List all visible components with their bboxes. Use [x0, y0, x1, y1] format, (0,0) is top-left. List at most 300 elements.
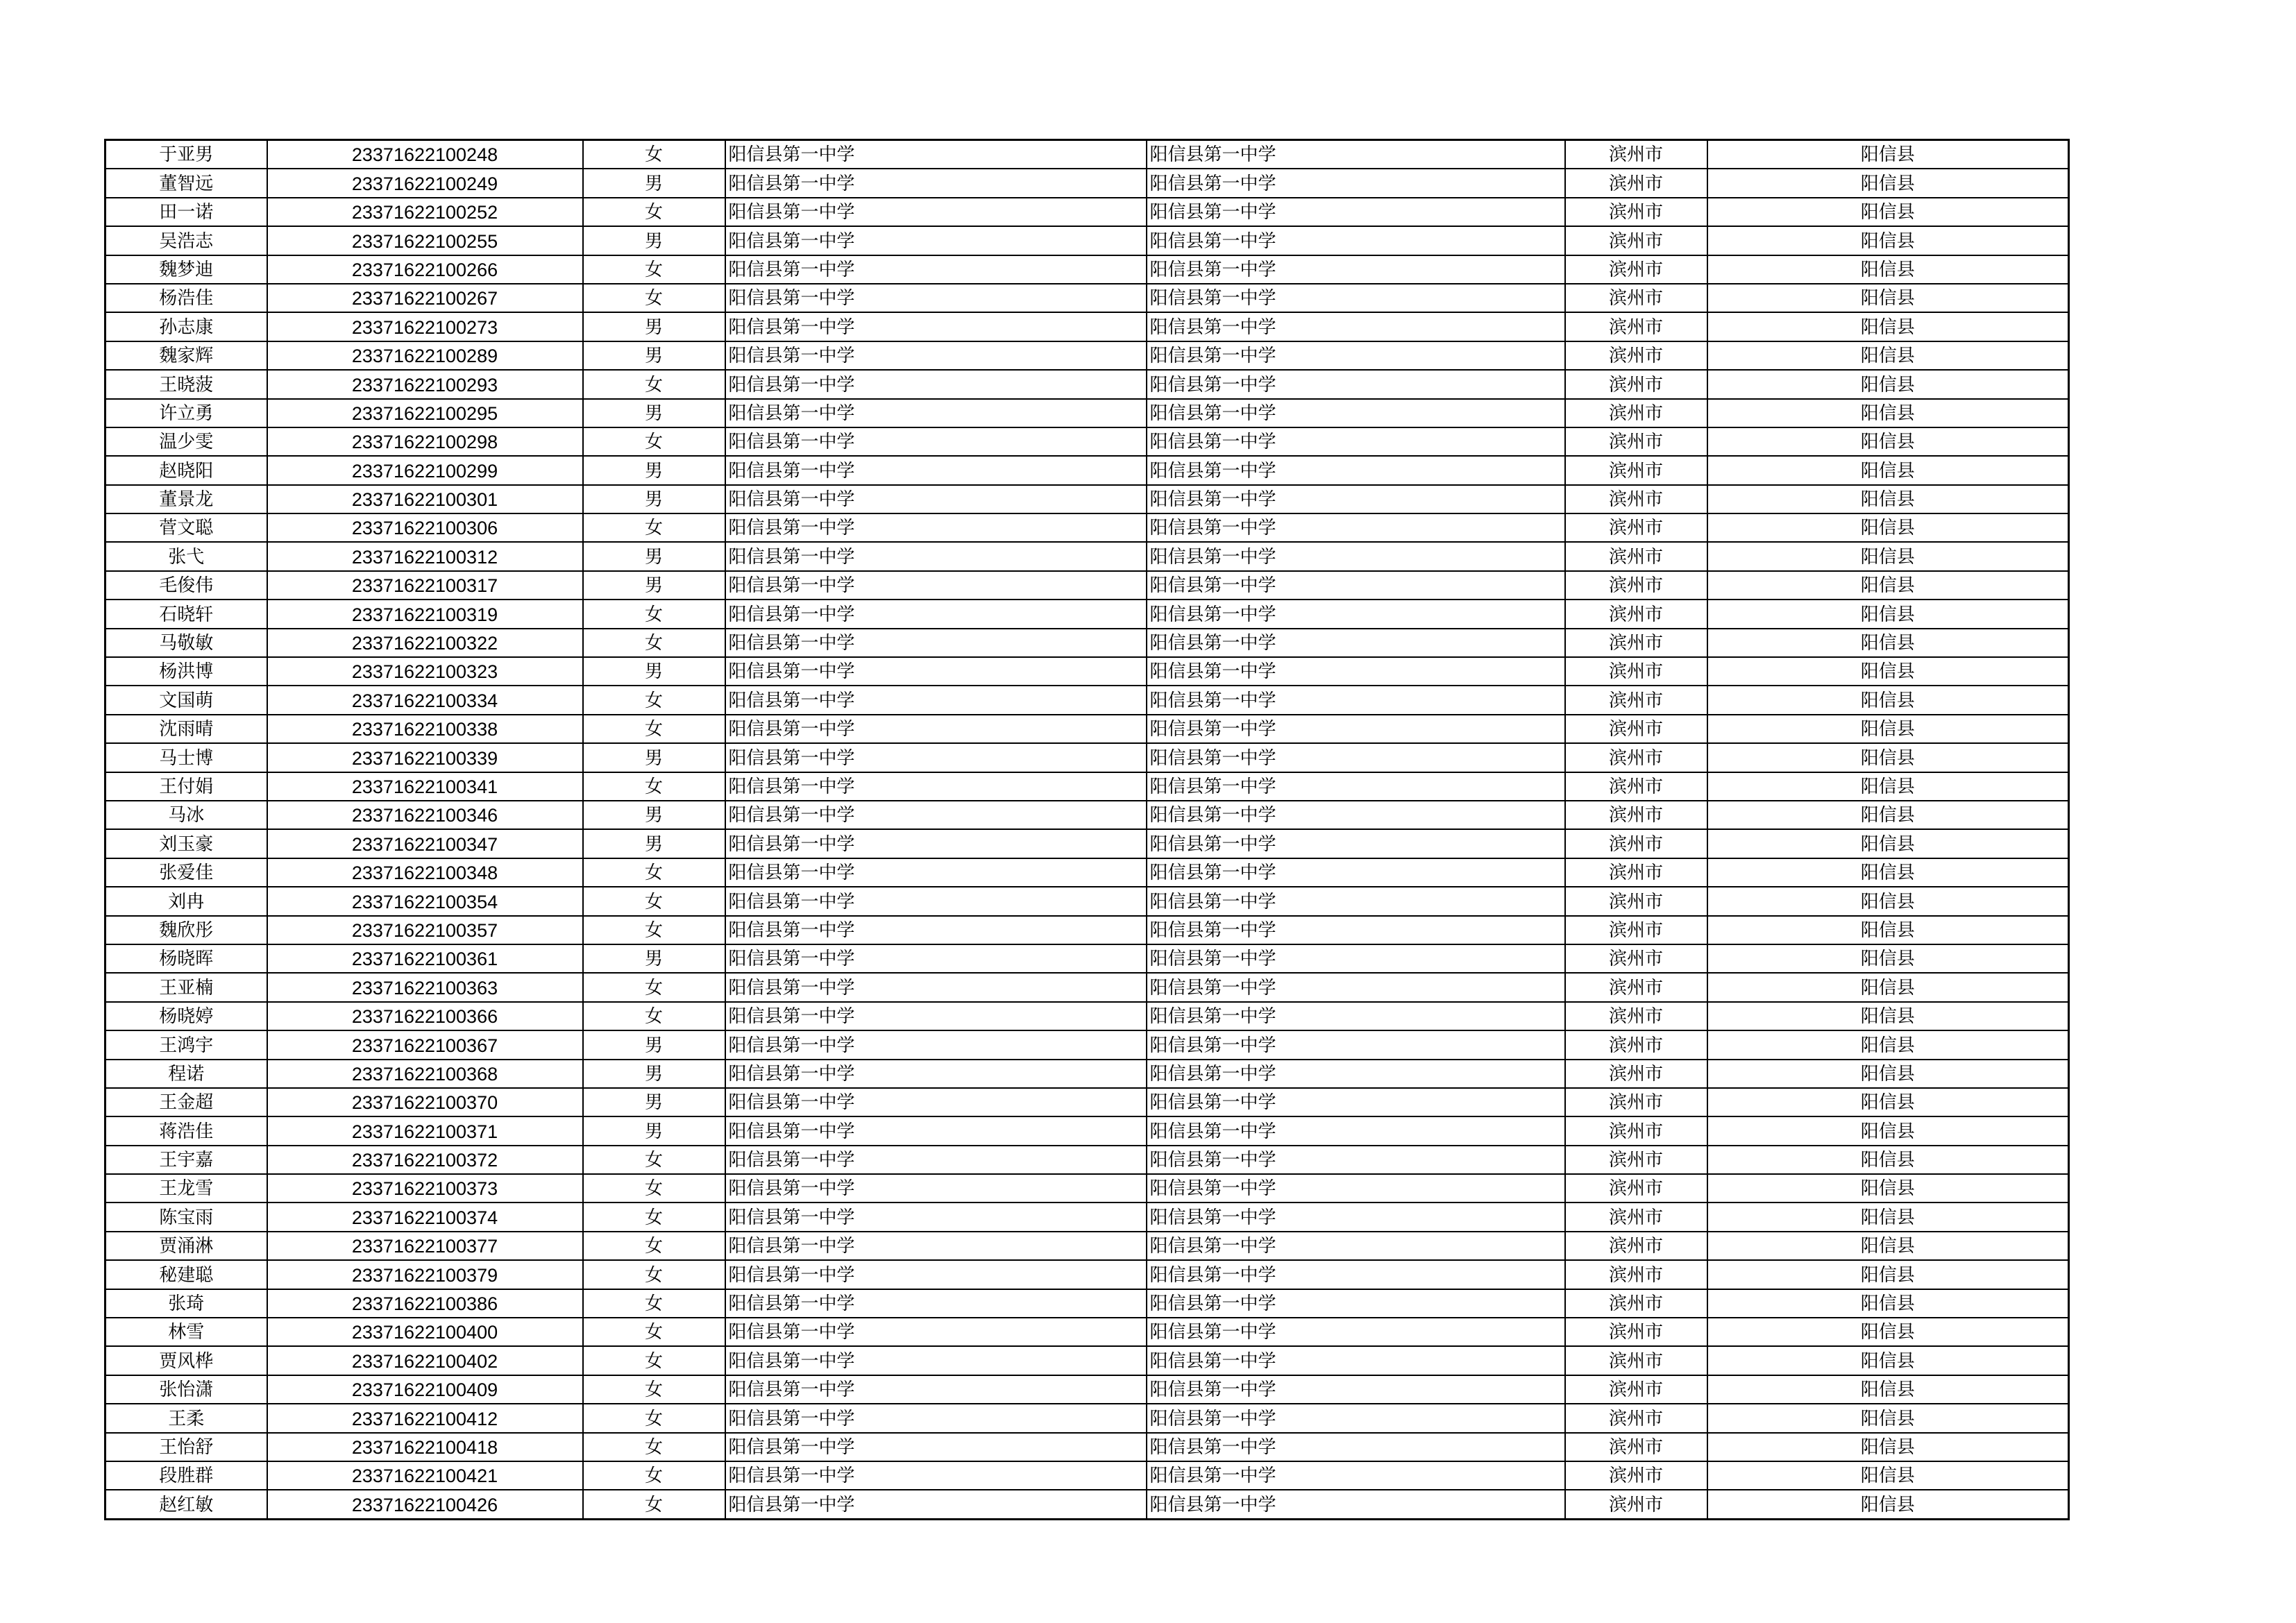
table-row	[105, 1174, 2069, 1203]
city-cell: 滨州市	[1565, 1060, 1707, 1088]
city-cell: 滨州市	[1565, 1433, 1707, 1461]
gender-cell: 男	[583, 456, 725, 484]
student-name-cell: 马士博	[105, 743, 267, 772]
table-row	[105, 513, 2069, 542]
registered-school-cell: 阳信县第一中学	[1147, 513, 1565, 542]
school-cell: 阳信县第一中学	[725, 887, 1147, 915]
table-row	[105, 657, 2069, 686]
exam-id-cell: 23371622100418	[267, 1433, 583, 1461]
gender-cell: 女	[583, 140, 725, 169]
exam-id-cell: 23371622100346	[267, 801, 583, 829]
exam-id-cell: 23371622100371	[267, 1116, 583, 1145]
city-cell: 滨州市	[1565, 513, 1707, 542]
registered-school-cell: 阳信县第一中学	[1147, 1260, 1565, 1289]
exam-id-cell: 23371622100348	[267, 858, 583, 887]
student-name-cell: 许立勇	[105, 399, 267, 427]
registered-school-cell: 阳信县第一中学	[1147, 686, 1565, 714]
county-cell: 阳信县	[1707, 284, 2069, 312]
student-name-cell: 于亚男	[105, 140, 267, 169]
table-row	[105, 772, 2069, 801]
city-cell: 滨州市	[1565, 341, 1707, 370]
exam-id-cell: 23371622100312	[267, 542, 583, 570]
exam-id-cell: 23371622100334	[267, 686, 583, 714]
school-cell: 阳信县第一中学	[725, 1060, 1147, 1088]
county-cell: 阳信县	[1707, 198, 2069, 226]
gender-cell: 女	[583, 1002, 725, 1030]
table-row	[105, 226, 2069, 255]
table-row	[105, 341, 2069, 370]
exam-id-cell: 23371622100412	[267, 1404, 583, 1432]
exam-id-cell: 23371622100289	[267, 341, 583, 370]
county-cell: 阳信县	[1707, 1346, 2069, 1375]
school-cell: 阳信县第一中学	[725, 858, 1147, 887]
exam-id-cell: 23371622100426	[267, 1490, 583, 1519]
school-cell: 阳信县第一中学	[725, 140, 1147, 169]
student-name-cell: 王宇嘉	[105, 1146, 267, 1174]
table-row	[105, 1232, 2069, 1260]
table-row	[105, 485, 2069, 513]
gender-cell: 男	[583, 1116, 725, 1145]
registered-school-cell: 阳信县第一中学	[1147, 456, 1565, 484]
registered-school-cell: 阳信县第一中学	[1147, 140, 1565, 169]
registered-school-cell: 阳信县第一中学	[1147, 1375, 1565, 1404]
registered-school-cell: 阳信县第一中学	[1147, 169, 1565, 197]
table-row	[105, 1116, 2069, 1145]
table-row	[105, 1404, 2069, 1432]
county-cell: 阳信县	[1707, 916, 2069, 944]
table-row	[105, 1088, 2069, 1116]
registered-school-cell: 阳信县第一中学	[1147, 284, 1565, 312]
gender-cell: 女	[583, 1232, 725, 1260]
county-cell: 阳信县	[1707, 829, 2069, 858]
student-name-cell: 刘玉豪	[105, 829, 267, 858]
exam-id-cell: 23371622100373	[267, 1174, 583, 1203]
county-cell: 阳信县	[1707, 1289, 2069, 1318]
exam-id-cell: 23371622100338	[267, 715, 583, 743]
exam-id-cell: 23371622100252	[267, 198, 583, 226]
school-cell: 阳信县第一中学	[725, 1002, 1147, 1030]
city-cell: 滨州市	[1565, 858, 1707, 887]
registered-school-cell: 阳信县第一中学	[1147, 1116, 1565, 1145]
table-row	[105, 370, 2069, 398]
table-row	[105, 1490, 2069, 1519]
student-name-cell: 毛俊伟	[105, 571, 267, 600]
city-cell: 滨州市	[1565, 1030, 1707, 1059]
exam-id-cell: 23371622100421	[267, 1461, 583, 1490]
city-cell: 滨州市	[1565, 1318, 1707, 1346]
table-row	[105, 1002, 2069, 1030]
county-cell: 阳信县	[1707, 1030, 2069, 1059]
table-row	[105, 887, 2069, 915]
city-cell: 滨州市	[1565, 1375, 1707, 1404]
table-row	[105, 801, 2069, 829]
school-cell: 阳信县第一中学	[725, 743, 1147, 772]
city-cell: 滨州市	[1565, 399, 1707, 427]
exam-id-cell: 23371622100248	[267, 140, 583, 169]
table-row	[105, 140, 2069, 169]
city-cell: 滨州市	[1565, 1346, 1707, 1375]
registered-school-cell: 阳信县第一中学	[1147, 198, 1565, 226]
county-cell: 阳信县	[1707, 485, 2069, 513]
school-cell: 阳信县第一中学	[725, 1433, 1147, 1461]
city-cell: 滨州市	[1565, 140, 1707, 169]
school-cell: 阳信县第一中学	[725, 198, 1147, 226]
registered-school-cell: 阳信县第一中学	[1147, 1461, 1565, 1490]
city-cell: 滨州市	[1565, 198, 1707, 226]
gender-cell: 女	[583, 1375, 725, 1404]
city-cell: 滨州市	[1565, 370, 1707, 398]
county-cell: 阳信县	[1707, 657, 2069, 686]
student-name-cell: 董智远	[105, 169, 267, 197]
gender-cell: 男	[583, 801, 725, 829]
exam-id-cell: 23371622100298	[267, 427, 583, 456]
school-cell: 阳信县第一中学	[725, 312, 1147, 341]
school-cell: 阳信县第一中学	[725, 485, 1147, 513]
student-name-cell: 赵晓阳	[105, 456, 267, 484]
gender-cell: 女	[583, 887, 725, 915]
registered-school-cell: 阳信县第一中学	[1147, 973, 1565, 1001]
student-name-cell: 贾涌淋	[105, 1232, 267, 1260]
county-cell: 阳信县	[1707, 1146, 2069, 1174]
county-cell: 阳信县	[1707, 542, 2069, 570]
city-cell: 滨州市	[1565, 801, 1707, 829]
county-cell: 阳信县	[1707, 801, 2069, 829]
registered-school-cell: 阳信县第一中学	[1147, 1232, 1565, 1260]
registered-school-cell: 阳信县第一中学	[1147, 1318, 1565, 1346]
gender-cell: 女	[583, 1203, 725, 1231]
city-cell: 滨州市	[1565, 542, 1707, 570]
city-cell: 滨州市	[1565, 743, 1707, 772]
city-cell: 滨州市	[1565, 1203, 1707, 1231]
student-name-cell: 马冰	[105, 801, 267, 829]
registered-school-cell: 阳信县第一中学	[1147, 944, 1565, 973]
exam-id-cell: 23371622100301	[267, 485, 583, 513]
student-name-cell: 石晓轩	[105, 600, 267, 628]
table-row	[105, 1030, 2069, 1059]
county-cell: 阳信县	[1707, 1232, 2069, 1260]
table-row	[105, 571, 2069, 600]
city-cell: 滨州市	[1565, 312, 1707, 341]
table-row	[105, 1060, 2069, 1088]
county-cell: 阳信县	[1707, 858, 2069, 887]
county-cell: 阳信县	[1707, 887, 2069, 915]
school-cell: 阳信县第一中学	[725, 829, 1147, 858]
school-cell: 阳信县第一中学	[725, 1174, 1147, 1203]
student-name-cell: 杨洪博	[105, 657, 267, 686]
table-row	[105, 1260, 2069, 1289]
school-cell: 阳信县第一中学	[725, 1146, 1147, 1174]
school-cell: 阳信县第一中学	[725, 1461, 1147, 1490]
registered-school-cell: 阳信县第一中学	[1147, 887, 1565, 915]
registered-school-cell: 阳信县第一中学	[1147, 858, 1565, 887]
exam-id-cell: 23371622100317	[267, 571, 583, 600]
county-cell: 阳信县	[1707, 1375, 2069, 1404]
exam-id-cell: 23371622100386	[267, 1289, 583, 1318]
county-cell: 阳信县	[1707, 1318, 2069, 1346]
city-cell: 滨州市	[1565, 887, 1707, 915]
county-cell: 阳信县	[1707, 427, 2069, 456]
school-cell: 阳信县第一中学	[725, 1260, 1147, 1289]
student-name-cell: 刘冉	[105, 887, 267, 915]
gender-cell: 女	[583, 255, 725, 284]
county-cell: 阳信县	[1707, 140, 2069, 169]
student-name-cell: 张弋	[105, 542, 267, 570]
table-row	[105, 1433, 2069, 1461]
exam-id-cell: 23371622100341	[267, 772, 583, 801]
table-row	[105, 1203, 2069, 1231]
school-cell: 阳信县第一中学	[725, 1375, 1147, 1404]
registered-school-cell: 阳信县第一中学	[1147, 1002, 1565, 1030]
registered-school-cell: 阳信县第一中学	[1147, 801, 1565, 829]
city-cell: 滨州市	[1565, 1116, 1707, 1145]
county-cell: 阳信县	[1707, 399, 2069, 427]
student-name-cell: 孙志康	[105, 312, 267, 341]
county-cell: 阳信县	[1707, 513, 2069, 542]
gender-cell: 女	[583, 370, 725, 398]
county-cell: 阳信县	[1707, 1116, 2069, 1145]
exam-id-cell: 23371622100249	[267, 169, 583, 197]
city-cell: 滨州市	[1565, 1461, 1707, 1490]
city-cell: 滨州市	[1565, 1490, 1707, 1519]
county-cell: 阳信县	[1707, 255, 2069, 284]
exam-id-cell: 23371622100366	[267, 1002, 583, 1030]
county-cell: 阳信县	[1707, 1461, 2069, 1490]
exam-id-cell: 23371622100267	[267, 284, 583, 312]
registered-school-cell: 阳信县第一中学	[1147, 1404, 1565, 1432]
school-cell: 阳信县第一中学	[725, 370, 1147, 398]
exam-id-cell: 23371622100319	[267, 600, 583, 628]
student-name-cell: 林雪	[105, 1318, 267, 1346]
student-roster-table	[104, 139, 2070, 1520]
table-row	[105, 284, 2069, 312]
student-name-cell: 段胜群	[105, 1461, 267, 1490]
registered-school-cell: 阳信县第一中学	[1147, 1203, 1565, 1231]
city-cell: 滨州市	[1565, 571, 1707, 600]
exam-id-cell: 23371622100299	[267, 456, 583, 484]
student-name-cell: 文国萌	[105, 686, 267, 714]
school-cell: 阳信县第一中学	[725, 1490, 1147, 1519]
school-cell: 阳信县第一中学	[725, 513, 1147, 542]
gender-cell: 男	[583, 944, 725, 973]
city-cell: 滨州市	[1565, 657, 1707, 686]
gender-cell: 女	[583, 715, 725, 743]
city-cell: 滨州市	[1565, 1289, 1707, 1318]
exam-id-cell: 23371622100266	[267, 255, 583, 284]
school-cell: 阳信县第一中学	[725, 1203, 1147, 1231]
school-cell: 阳信县第一中学	[725, 1088, 1147, 1116]
registered-school-cell: 阳信县第一中学	[1147, 715, 1565, 743]
student-name-cell: 王晓菠	[105, 370, 267, 398]
city-cell: 滨州市	[1565, 715, 1707, 743]
table-row	[105, 1375, 2069, 1404]
county-cell: 阳信县	[1707, 973, 2069, 1001]
table-row	[105, 427, 2069, 456]
gender-cell: 男	[583, 657, 725, 686]
gender-cell: 女	[583, 427, 725, 456]
exam-id-cell: 23371622100368	[267, 1060, 583, 1088]
school-cell: 阳信县第一中学	[725, 1116, 1147, 1145]
table-row	[105, 743, 2069, 772]
gender-cell: 女	[583, 772, 725, 801]
school-cell: 阳信县第一中学	[725, 399, 1147, 427]
gender-cell: 女	[583, 513, 725, 542]
city-cell: 滨州市	[1565, 686, 1707, 714]
school-cell: 阳信县第一中学	[725, 600, 1147, 628]
gender-cell: 男	[583, 169, 725, 197]
exam-id-cell: 23371622100374	[267, 1203, 583, 1231]
registered-school-cell: 阳信县第一中学	[1147, 399, 1565, 427]
county-cell: 阳信县	[1707, 629, 2069, 657]
table-row	[105, 829, 2069, 858]
gender-cell: 女	[583, 198, 725, 226]
county-cell: 阳信县	[1707, 226, 2069, 255]
city-cell: 滨州市	[1565, 829, 1707, 858]
school-cell: 阳信县第一中学	[725, 1346, 1147, 1375]
student-name-cell: 秘建聪	[105, 1260, 267, 1289]
registered-school-cell: 阳信县第一中学	[1147, 829, 1565, 858]
table-row	[105, 1289, 2069, 1318]
student-name-cell: 王龙雪	[105, 1174, 267, 1203]
county-cell: 阳信县	[1707, 686, 2069, 714]
table-row	[105, 1346, 2069, 1375]
gender-cell: 女	[583, 600, 725, 628]
registered-school-cell: 阳信县第一中学	[1147, 600, 1565, 628]
exam-id-cell: 23371622100370	[267, 1088, 583, 1116]
city-cell: 滨州市	[1565, 1146, 1707, 1174]
table-row	[105, 399, 2069, 427]
registered-school-cell: 阳信县第一中学	[1147, 657, 1565, 686]
city-cell: 滨州市	[1565, 456, 1707, 484]
gender-cell: 男	[583, 485, 725, 513]
exam-id-cell: 23371622100347	[267, 829, 583, 858]
gender-cell: 女	[583, 686, 725, 714]
student-name-cell: 魏家辉	[105, 341, 267, 370]
county-cell: 阳信县	[1707, 1002, 2069, 1030]
registered-school-cell: 阳信县第一中学	[1147, 1289, 1565, 1318]
registered-school-cell: 阳信县第一中学	[1147, 341, 1565, 370]
city-cell: 滨州市	[1565, 1404, 1707, 1432]
school-cell: 阳信县第一中学	[725, 973, 1147, 1001]
school-cell: 阳信县第一中学	[725, 571, 1147, 600]
student-name-cell: 董景龙	[105, 485, 267, 513]
exam-id-cell: 23371622100367	[267, 1030, 583, 1059]
gender-cell: 女	[583, 1404, 725, 1432]
school-cell: 阳信县第一中学	[725, 686, 1147, 714]
city-cell: 滨州市	[1565, 226, 1707, 255]
city-cell: 滨州市	[1565, 944, 1707, 973]
county-cell: 阳信县	[1707, 944, 2069, 973]
gender-cell: 女	[583, 916, 725, 944]
table-row	[105, 629, 2069, 657]
exam-id-cell: 23371622100339	[267, 743, 583, 772]
exam-id-cell: 23371622100293	[267, 370, 583, 398]
student-name-cell: 沈雨晴	[105, 715, 267, 743]
student-name-cell: 张琦	[105, 1289, 267, 1318]
exam-id-cell: 23371622100361	[267, 944, 583, 973]
registered-school-cell: 阳信县第一中学	[1147, 772, 1565, 801]
school-cell: 阳信县第一中学	[725, 715, 1147, 743]
school-cell: 阳信县第一中学	[725, 284, 1147, 312]
city-cell: 滨州市	[1565, 1260, 1707, 1289]
city-cell: 滨州市	[1565, 485, 1707, 513]
school-cell: 阳信县第一中学	[725, 341, 1147, 370]
exam-id-cell: 23371622100306	[267, 513, 583, 542]
registered-school-cell: 阳信县第一中学	[1147, 1490, 1565, 1519]
table-row	[105, 686, 2069, 714]
registered-school-cell: 阳信县第一中学	[1147, 743, 1565, 772]
county-cell: 阳信县	[1707, 1203, 2069, 1231]
table-row	[105, 916, 2069, 944]
exam-id-cell: 23371622100357	[267, 916, 583, 944]
county-cell: 阳信县	[1707, 169, 2069, 197]
exam-id-cell: 23371622100322	[267, 629, 583, 657]
student-name-cell: 王付娟	[105, 772, 267, 801]
roster-body	[105, 140, 2069, 1520]
city-cell: 滨州市	[1565, 916, 1707, 944]
gender-cell: 男	[583, 542, 725, 570]
student-name-cell: 温少雯	[105, 427, 267, 456]
exam-id-cell: 23371622100409	[267, 1375, 583, 1404]
school-cell: 阳信县第一中学	[725, 226, 1147, 255]
gender-cell: 女	[583, 1490, 725, 1519]
registered-school-cell: 阳信县第一中学	[1147, 629, 1565, 657]
gender-cell: 女	[583, 1146, 725, 1174]
student-name-cell: 张爱佳	[105, 858, 267, 887]
student-name-cell: 王金超	[105, 1088, 267, 1116]
student-name-cell: 蒋浩佳	[105, 1116, 267, 1145]
registered-school-cell: 阳信县第一中学	[1147, 226, 1565, 255]
exam-id-cell: 23371622100400	[267, 1318, 583, 1346]
gender-cell: 女	[583, 1346, 725, 1375]
student-name-cell: 杨晓晖	[105, 944, 267, 973]
exam-id-cell: 23371622100372	[267, 1146, 583, 1174]
school-cell: 阳信县第一中学	[725, 1030, 1147, 1059]
school-cell: 阳信县第一中学	[725, 255, 1147, 284]
school-cell: 阳信县第一中学	[725, 772, 1147, 801]
student-name-cell: 张怡潇	[105, 1375, 267, 1404]
school-cell: 阳信县第一中学	[725, 1318, 1147, 1346]
city-cell: 滨州市	[1565, 973, 1707, 1001]
student-name-cell: 吴浩志	[105, 226, 267, 255]
registered-school-cell: 阳信县第一中学	[1147, 485, 1565, 513]
city-cell: 滨州市	[1565, 169, 1707, 197]
gender-cell: 男	[583, 1088, 725, 1116]
county-cell: 阳信县	[1707, 772, 2069, 801]
student-name-cell: 王怡舒	[105, 1433, 267, 1461]
school-cell: 阳信县第一中学	[725, 801, 1147, 829]
city-cell: 滨州市	[1565, 1232, 1707, 1260]
table-row	[105, 542, 2069, 570]
exam-id-cell: 23371622100255	[267, 226, 583, 255]
school-cell: 阳信县第一中学	[725, 657, 1147, 686]
gender-cell: 女	[583, 1461, 725, 1490]
table-row	[105, 973, 2069, 1001]
county-cell: 阳信县	[1707, 571, 2069, 600]
registered-school-cell: 阳信县第一中学	[1147, 1088, 1565, 1116]
city-cell: 滨州市	[1565, 600, 1707, 628]
city-cell: 滨州市	[1565, 1174, 1707, 1203]
city-cell: 滨州市	[1565, 284, 1707, 312]
county-cell: 阳信县	[1707, 312, 2069, 341]
gender-cell: 男	[583, 829, 725, 858]
table-row	[105, 1146, 2069, 1174]
gender-cell: 女	[583, 284, 725, 312]
school-cell: 阳信县第一中学	[725, 427, 1147, 456]
table-row	[105, 255, 2069, 284]
school-cell: 阳信县第一中学	[725, 916, 1147, 944]
city-cell: 滨州市	[1565, 772, 1707, 801]
exam-id-cell: 23371622100379	[267, 1260, 583, 1289]
